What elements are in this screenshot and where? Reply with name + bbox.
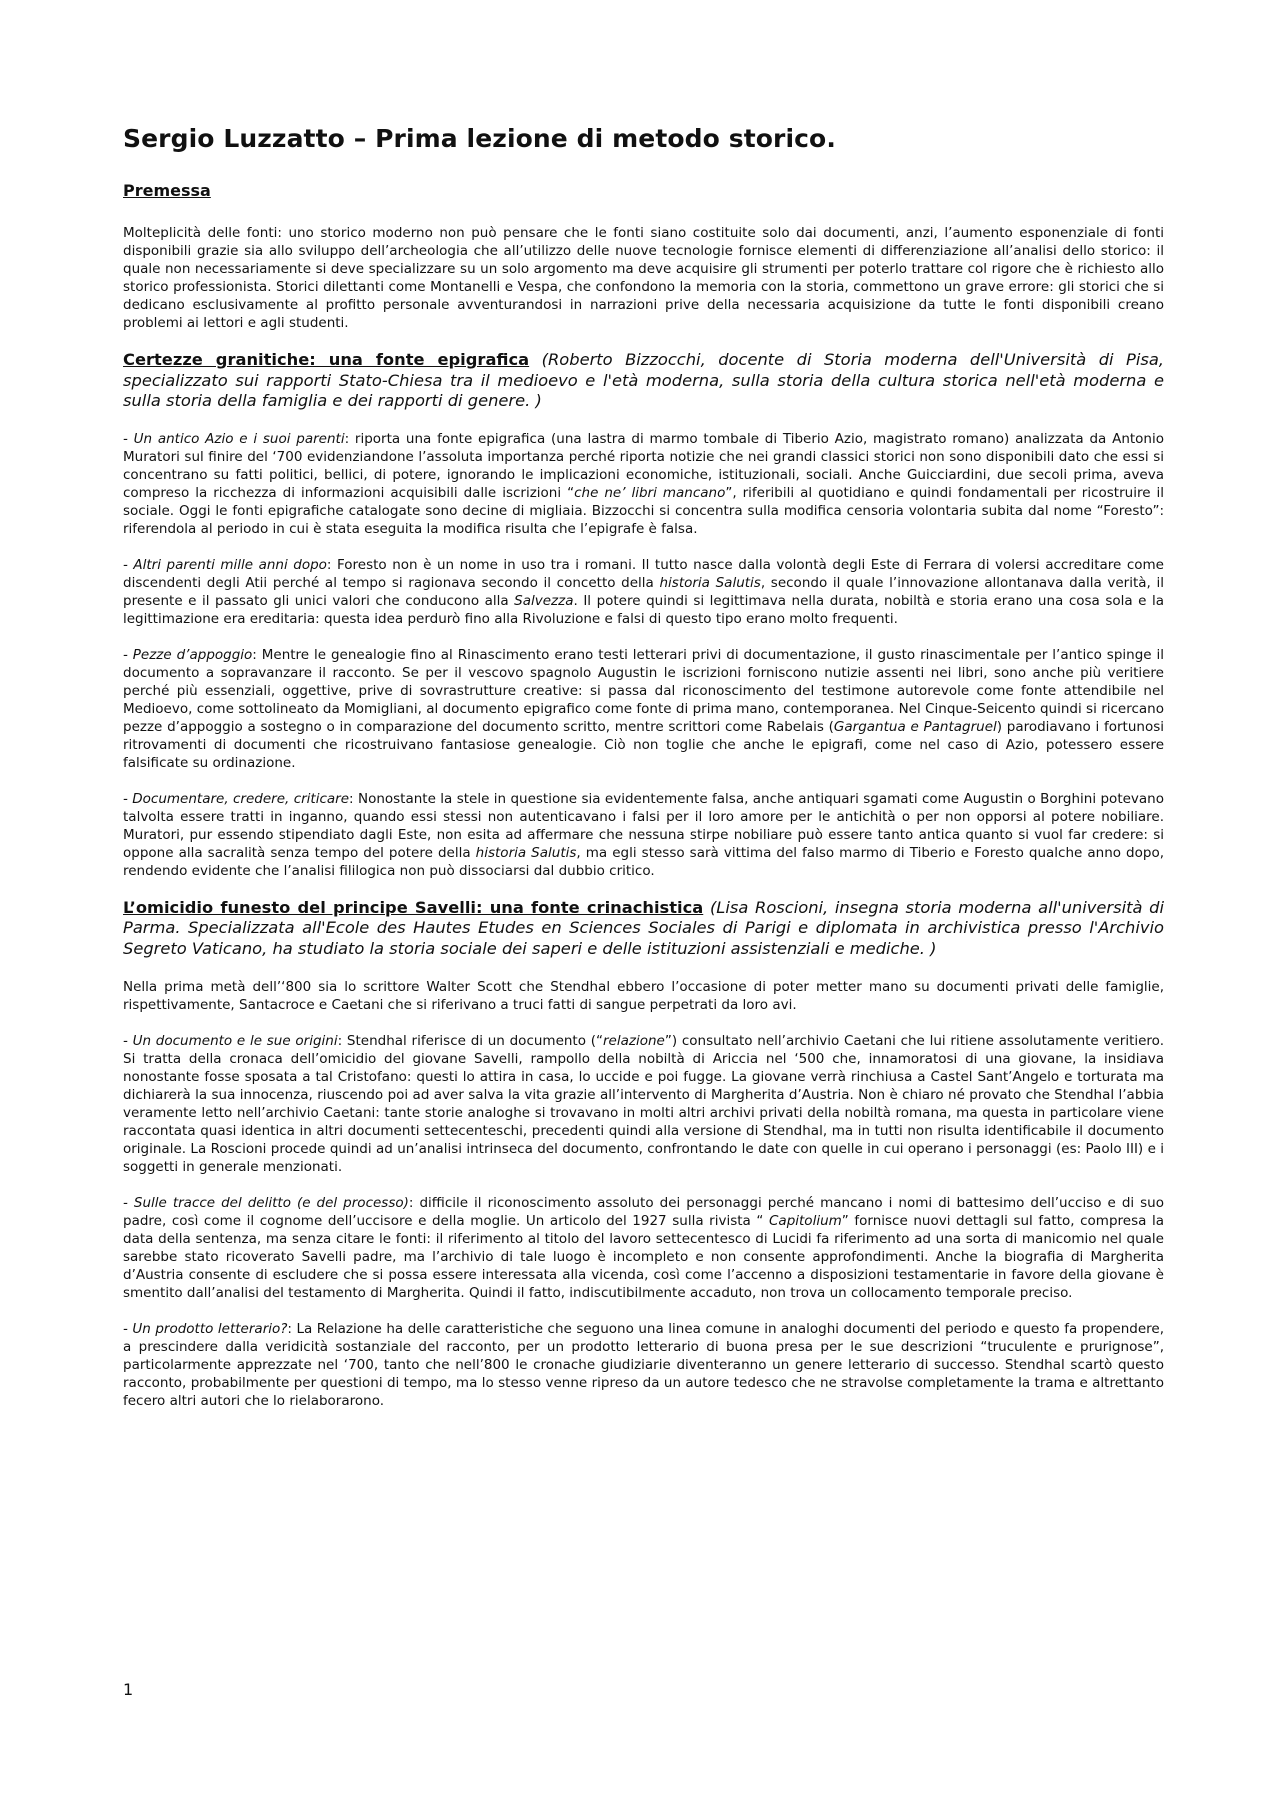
premessa-paragraph: Molteplicità delle fonti: uno storico moderno non può pensare che le fonti siano costituite solo dai documenti, anzi, l’aumento esponenziale di fonti disponibili grazie sia allo sviluppo dell’archeologia che all’utilizzo delle nuove tecnologie fornisce elementi di differenziazione all’analisi dello storico: il quale non necessariamente si deve specializzare su un solo argomento ma deve acquisire gli strumenti per poterlo trattare col rigore che è richiesto allo storico professionista. Storici dilettanti come Montanelli e Vespa, che confondono la memoria con la storia, commettono un grave errore: gli storici che si dedicano esclusivamente al profitto personale avventurandosi in narrazioni prive della necessaria acquisizione da tutte le fonti disponibili creano problemi ai lettori e agli studenti. xyxy=(123,225,1164,331)
paragraph-documento-origini xyxy=(123,1032,1164,1176)
paragraph-lead: - Pezze d’appoggio xyxy=(123,646,253,663)
paragraph-text: : difficile il riconoscimento assoluto dei personaggi perché mancano i nomi di battesimo dell’ucciso e di suo padre, così come il cognome dell’uccisore e della moglie. Un articolo del 1927 sulla rivista “ xyxy=(123,1194,1164,1229)
paragraph-text: : Nonostante la stele in questione sia evidentemente falsa, anche antiquari sgamati come Augustin o Borghini potevano talvolta essere tratti in inganno, quando essi stessi non autenticavano i falsi per il loro amore per le antichità o per non opporsi al potere nobiliare. Muratori, pur essendo stipendiato dagli Este, non esita ad affermare che nessuna stirpe nobiliare può essere tanto antica quanto si vuol far credere: si oppone alla sacralità senza tempo del potere della xyxy=(123,790,1164,861)
paragraph-text: ” fornisce nuovi dettagli sul fatto, compresa la data della sentenza, ma senza citare le fonti: il riferimento al titolo del lavoro settecentesco di Lucidi fa riferimento ad una sorta di manicomio nel quale sarebbe stato ricoverato Savelli padre, ma l’archivio di tale luogo è incompleto e non consente approfondimenti. Anche la biografia di Margherita d’Austria consente di escludere che si possa essere interessata alla vicenda, così come l’accenno a disposizioni testamentarie in favore della giovane è smentito dall’analisi del testamento di Margherita. Quindi il fatto, indiscutibilmente accaduto, non trova un collocamento temporale preciso. xyxy=(123,1212,1165,1301)
paragraph-intro: Nella prima metà dell’‘800 sia lo scrittore Walter Scott che Stendhal ebbero l’occasione di poter metter mano su documenti privati delle famiglie, rispettivamente, Santacroce e Caetani che si riferivano a truci fatti di sangue perpetrati da loro avi. xyxy=(123,978,1164,1013)
section-heading-crinachistica xyxy=(123,898,1164,960)
document-title: Sergio Luzzatto – Prima lezione di metodo storico. xyxy=(123,124,836,153)
paragraph-altri-parenti xyxy=(123,556,1164,628)
paragraph-lead: - Un antico Azio e i suoi parenti xyxy=(123,430,345,447)
paragraph-text: : Mentre le genealogie fino al Rinascimento erano testi letterari privi di documentazione, il gusto rinascimentale per l’antico spinge il documento a sopravanzare il racconto. Se per il vescovo spagnolo Augustin le iscrizioni forniscono nutizie assenti nei libri, sono anche più veritiere perché più essenziali, oggettive, prive di sovrastrutture creative: si passa dal riconoscimento del testimone autorevole come fonte attendibile nel Medioevo, come sottolineato da Momigliani, al documento epigrafico come fonte di prima mano, contemporanea. Nel Cinque-Seicento quindi si ricercano pezze d’appoggio a sostegno o in comparazione del documento scritto, mentre scrittori come Rabelais ( xyxy=(123,646,1164,735)
paragraph-pezze-appoggio xyxy=(123,646,1164,772)
page-number: 1 xyxy=(123,1680,134,1699)
quoted-phrase: che ne’ libri mancano xyxy=(574,484,726,501)
document-body xyxy=(123,124,1164,1428)
paragraph-text: : Foresto non è un nome in uso tra i romani. Il tutto nasce dalla volontà degli Este di Ferrara di volersi accreditare come discendenti degli Atii perché al tempo si ragionava secondo il concetto della xyxy=(123,556,1164,591)
italic-term: historia Salutis xyxy=(475,844,577,861)
italic-term: Salvezza xyxy=(514,592,574,609)
premessa-heading: Premessa xyxy=(123,181,211,200)
paragraph-text: : La Relazione ha delle caratteristiche che seguono una linea comune in analoghi documenti del periodo e questo fa propendere, a prescindere dalla veridicità sostanziale del racconto, per un prodotto letterario di buona presa per le sue descrizioni “truculente e prurignose”, particolarmente apprezzate nel ‘700, tanto che nell’800 le cronache giudiziarie diventeranno un genere letterario di successo. Stendhal scartò questo racconto, probabilmente per questioni di tempo, ma lo stesso venne ripreso da un autore tedesco che ne stravolse completamente la trama e altrettanto fecero altri autori che lo rielaborarono. xyxy=(123,1320,1164,1409)
italic-title: Gargantua e Pantagruel xyxy=(833,718,997,735)
paragraph-lead: - Sulle tracce del delitto (e del processo) xyxy=(123,1194,409,1211)
italic-term: historia Salutis xyxy=(659,574,761,591)
paragraph-text: . Il potere quindi si legittimava nella durata, nobiltà e storia erano una cosa sola e la legittimazione era ereditaria: questa idea perdurò fino alla Rivoluzione e falsi di questo tipo erano molto frequenti. xyxy=(123,592,1164,627)
paragraph-tracce-delitto xyxy=(123,1194,1164,1302)
section-heading-epigrafica xyxy=(123,350,1164,412)
section-title: L’omicidio funesto del principe Savelli: una fonte crinachistica xyxy=(123,897,704,917)
paragraph-lead: - Documentare, credere, criticare xyxy=(123,790,350,807)
italic-title: Capitolium xyxy=(769,1212,842,1229)
paragraph-text: , secondo il quale l’innovazione allontanava dalla verità, il presente e il passato gli unici valori che conducono alla xyxy=(123,574,1165,609)
paragraph-documentare xyxy=(123,790,1164,880)
italic-term: relazione xyxy=(603,1032,665,1049)
paragraph-lead: - Un prodotto letterario? xyxy=(123,1320,288,1337)
section-author-note: (Roberto Bizzocchi, docente di Storia moderna dell'Università di Pisa, specializzato sui rapporti Stato-Chiesa tra il medioevo e l'età moderna, sulla storia della cultura storica nell'età moderna e sulla storia della famiglia e dei rapporti di genere. ) xyxy=(123,350,1164,411)
section-title: Certezze granitiche: una fonte epigrafica xyxy=(123,350,530,369)
paragraph-text: : Stendhal riferisce di un documento (“ xyxy=(337,1032,603,1049)
paragraph-text: ”, riferibili al quotidiano e quindi fondamentali per ricostruire il sociale. Oggi le fonti epigrafiche catalogate sono decine di migliaia. Bizzocchi si concentra sulla modifica censoria volontaria subita dal nome “Foresto”: riferendola al periodo in cui è stata eseguita la modifica risulta che l’epigrafe è falsa. xyxy=(123,484,1164,537)
paragraph-text: ) parodiavano i fortunosi ritrovamenti di documenti che ricostruivano fantasiose genealogie. Ciò non toglie che anche le epigrafi, come nel caso di Azio, potessero essere falsificate su ordinazione. xyxy=(123,718,1164,771)
paragraph-lead: - Un documento e le sue origini xyxy=(123,1032,338,1049)
paragraph-text: : riporta una fonte epigrafica (una lastra di marmo tombale di Tiberio Azio, magistrato romano) analizzata da Antonio Muratori sul finire del ‘700 evidenziandone l’assoluta importanza perché riporta notizie che nei grandi classici storici non sono disponibili dato che essi si concentrano su fatti politici, bellici, di potere, ignorando le implicazioni economiche, istituzionali, sociali. Anche Guicciardini, due secoli prima, aveva compreso la ricchezza di informazioni acquisibili dalle iscrizioni “ xyxy=(123,430,1164,501)
paragraph-antico-azio xyxy=(123,430,1164,538)
paragraph-text: , ma egli stesso sarà vittima del falso marmo di Tiberio e Foresto qualche anno dopo, rendendo evidente che l’analisi fililogica non può dissociarsi dal dubbio critico. xyxy=(123,844,1165,879)
section-author-note: (Lisa Roscioni, insegna storia moderna all'università di Parma. Specializzata all'Ecole des Hautes Etudes en Sciences Sociales di Parigi e diplomata in archivistica presso l'Archivio Segreto Vaticano, ha studiato la storia sociale dei saperi e delle istituzioni assistenziali e mediche. ) xyxy=(123,897,1164,958)
paragraph-text: ”) consultato nell’archivio Caetani che lui ritiene assolutamente veritiero. Si tratta della cronaca dell’omicidio del giovane Savelli, rampollo della nobiltà di Ariccia nel ‘500 che, innamoratosi di una giovane, la insidiava nonostante fosse sposata a tal Cristofano: questi lo attira in casa, lo uccide e poi fugge. La giovane verrà rinchiusa a Castel Sant’Angelo e torturata ma dichiarerà la sua innocenza, riuscendo poi ad aver salva la vita grazie all’intervento di Margherita d’Austria. Non è chiaro né provato che Stendhal l’abbia veramente letto nell’archivio Caetani: tante storie analoghe si trovavano in molti altri archivi privati della nobiltà romana, ma questa in particolare viene raccontata quasi identica in altri documenti settecenteschi, precedenti quindi alla versione di Stendhal, ma in tutti non risulta identificabile il documento originale. La Roscioni procede quindi ad un’analisi intrinseca del documento, confrontando le date con quelle in cui operano i personaggi (es: Paolo III) e i soggetti in generale menzionati. xyxy=(123,1032,1165,1175)
paragraph-prodotto-letterario xyxy=(123,1320,1164,1410)
paragraph-lead: - Altri parenti mille anni dopo xyxy=(123,556,327,573)
